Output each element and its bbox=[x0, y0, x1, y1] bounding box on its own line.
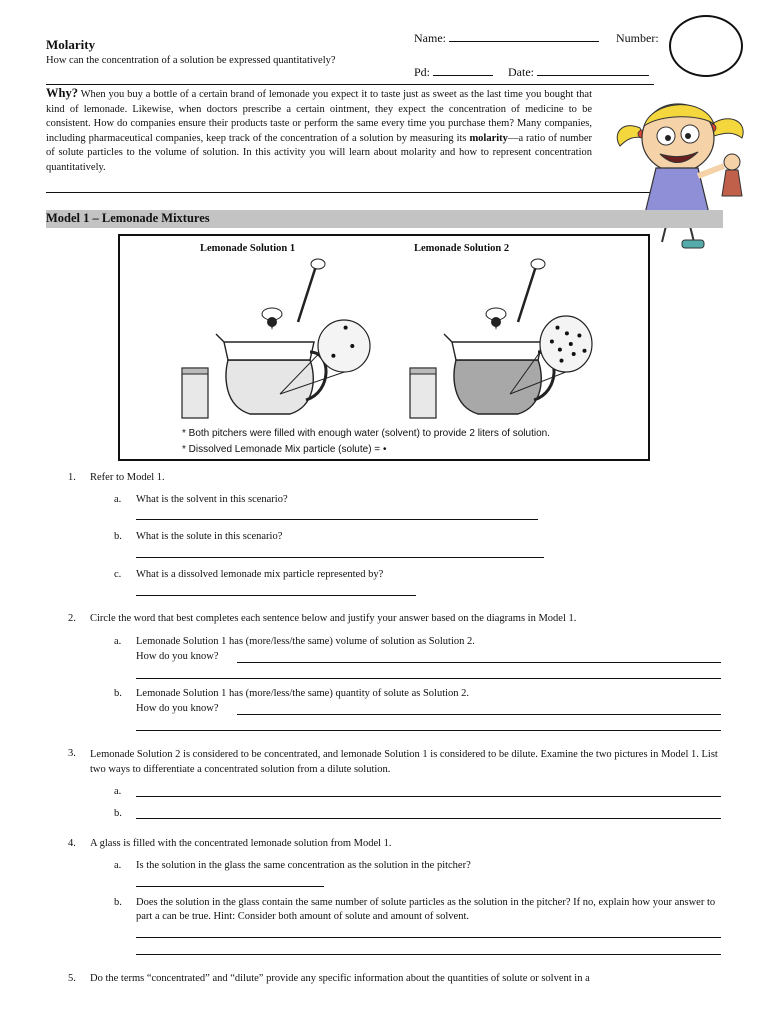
q4b-letter: b. bbox=[114, 897, 122, 908]
q3a-answer-line[interactable] bbox=[136, 796, 721, 797]
worksheet-subtitle: How can the concentration of a solution be expressed quantitatively? bbox=[46, 55, 336, 66]
why-rule bbox=[46, 192, 654, 193]
q4a-answer-line[interactable] bbox=[136, 886, 324, 887]
solute-particle bbox=[572, 352, 576, 356]
worksheet-title: Molarity bbox=[46, 37, 96, 52]
q3a-letter: a. bbox=[114, 786, 122, 797]
solution2-glass bbox=[410, 368, 436, 418]
solution1-glass bbox=[182, 368, 208, 418]
cartoon-girl-illustration bbox=[600, 76, 768, 256]
note-pitchers: * Both pitchers were filled with enough water (solvent) to provide 2 liters of solution. bbox=[182, 428, 550, 439]
q2b-letter: b. bbox=[114, 688, 122, 699]
q3-text: Lemonade Solution 2 is considered to be concentrated, and lemonade Solution 1 is considered to be dilute. Examine the two pictures in Model 1. List two ways to differentiate a concentrated solution from a dilute solution. bbox=[90, 749, 718, 775]
solution2-label: Lemonade Solution 2 bbox=[414, 243, 510, 254]
solute-particle bbox=[558, 348, 562, 352]
solution2-group bbox=[410, 259, 592, 418]
q3b-letter: b. bbox=[114, 808, 122, 819]
q2a-answer-line-2[interactable] bbox=[136, 678, 721, 679]
q4a-text: Is the solution in the glass the same concentration as the solution in the pitcher? bbox=[136, 860, 471, 871]
note-particle bbox=[182, 443, 386, 456]
q1b-answer-line[interactable] bbox=[136, 557, 544, 558]
why-text-a: When you buy a bottle of a certain brand of lemonade you expect it to taste just as sweet as the last time you bought that kind of lemonade. Likewise, when doctors prescribe a certain ointment, they expect the concentration of medicine to be consistent. How do companies ensure their products taste or perform the same every time you purchase them? Many companies, including pharmaceutical companies, keep track of the concentration of a solution by measuring its bbox=[46, 89, 592, 144]
q4-number: 4. bbox=[68, 838, 76, 849]
q2a-letter: a. bbox=[114, 636, 122, 647]
q5-text: Do the terms “concentrated” and “dilute” provide any specific information about the quantities of solute or solvent in a bbox=[90, 973, 590, 984]
pd-label: Pd: bbox=[414, 65, 431, 79]
q1b-text: What is the solute in this scenario? bbox=[136, 531, 283, 542]
number-label: Number: bbox=[616, 31, 659, 45]
q1a-answer-line[interactable] bbox=[136, 519, 538, 520]
q1a-text: What is the solvent in this scenario? bbox=[136, 494, 288, 505]
q1-number: 1. bbox=[68, 472, 76, 483]
q2b-answer-line-1[interactable] bbox=[237, 714, 721, 715]
q4b-answer-line-2[interactable] bbox=[136, 954, 721, 955]
date-label: Date: bbox=[508, 65, 534, 79]
name-field[interactable] bbox=[414, 31, 599, 46]
solution1-label: Lemonade Solution 1 bbox=[200, 243, 296, 254]
why-bold-word: molarity bbox=[469, 132, 508, 144]
q3b-answer-line[interactable] bbox=[136, 818, 721, 819]
why-label: Why? bbox=[46, 86, 78, 100]
q5-number: 5. bbox=[68, 973, 76, 984]
solution1-spoon bbox=[298, 266, 316, 322]
q4-text: A glass is filled with the concentrated lemonade solution from Model 1. bbox=[90, 838, 392, 849]
name-label: Name: bbox=[414, 31, 446, 45]
q1a-letter: a. bbox=[114, 494, 122, 505]
why-text-b: —a ratio of number of solute particles to the volume of solution. In this activity you will learn about molarity and how to represent concentration quantitatively. bbox=[46, 132, 592, 173]
q1b-letter: b. bbox=[114, 531, 122, 542]
solution2-spoon bbox=[518, 266, 536, 322]
q1c-answer-line[interactable] bbox=[136, 595, 416, 596]
q2-text: Circle the word that best completes each sentence below and justify your answer based on the diagrams in Model 1. bbox=[90, 613, 577, 624]
solute-particle bbox=[569, 342, 573, 346]
solute-particle bbox=[577, 334, 581, 338]
q1c-letter: c. bbox=[114, 569, 122, 580]
q4b-answer-line-1[interactable] bbox=[136, 937, 721, 938]
q4a-letter: a. bbox=[114, 860, 122, 871]
header-rule bbox=[46, 84, 654, 85]
q2b-text: Lemonade Solution 1 has (more/less/the same) quantity of solute as Solution 2. bbox=[136, 688, 470, 699]
q1-text: Refer to Model 1. bbox=[90, 472, 165, 483]
solute-particle bbox=[550, 340, 554, 344]
q2b-answer-line-2[interactable] bbox=[136, 730, 721, 731]
note-particle-text: * Dissolved Lemonade Mix particle (solute) = bbox=[182, 444, 383, 455]
solution1-group bbox=[182, 259, 370, 418]
q1c-text: What is a dissolved lemonade mix particle represented by? bbox=[136, 569, 384, 580]
pd-field[interactable] bbox=[414, 65, 493, 80]
pitchers-diagram bbox=[120, 256, 648, 421]
q2a-answer-line-1[interactable] bbox=[237, 662, 721, 663]
number-oval[interactable] bbox=[669, 15, 743, 77]
solute-particle bbox=[560, 359, 564, 363]
model-figure bbox=[118, 234, 650, 461]
q2b-prompt: How do you know? bbox=[136, 703, 219, 714]
solute-particle bbox=[344, 326, 348, 330]
why-paragraph bbox=[46, 86, 592, 175]
q2a-text: Lemonade Solution 1 has (more/less/the same) volume of solution as Solution 2. bbox=[136, 636, 475, 647]
model-heading: Model 1 – Lemonade Mixtures bbox=[46, 211, 210, 225]
solution2-zoom-circle bbox=[540, 316, 592, 372]
q4b-text: Does the solution in the glass contain the same number of solute particles as the solution in the pitcher? If no, explain how your answer to part a can be true. Hint: Consider both amount of solute and amount of solvent. bbox=[136, 897, 716, 922]
model-heading-bar bbox=[46, 210, 723, 228]
solute-particle bbox=[556, 326, 560, 330]
q2-number: 2. bbox=[68, 613, 76, 624]
particle-symbol: • bbox=[382, 444, 387, 455]
solute-particle bbox=[565, 331, 569, 335]
q3-number: 3. bbox=[68, 748, 76, 759]
solute-particle bbox=[583, 349, 587, 353]
solute-particle bbox=[350, 344, 354, 348]
q2a-prompt: How do you know? bbox=[136, 651, 219, 662]
solute-particle bbox=[331, 354, 335, 358]
